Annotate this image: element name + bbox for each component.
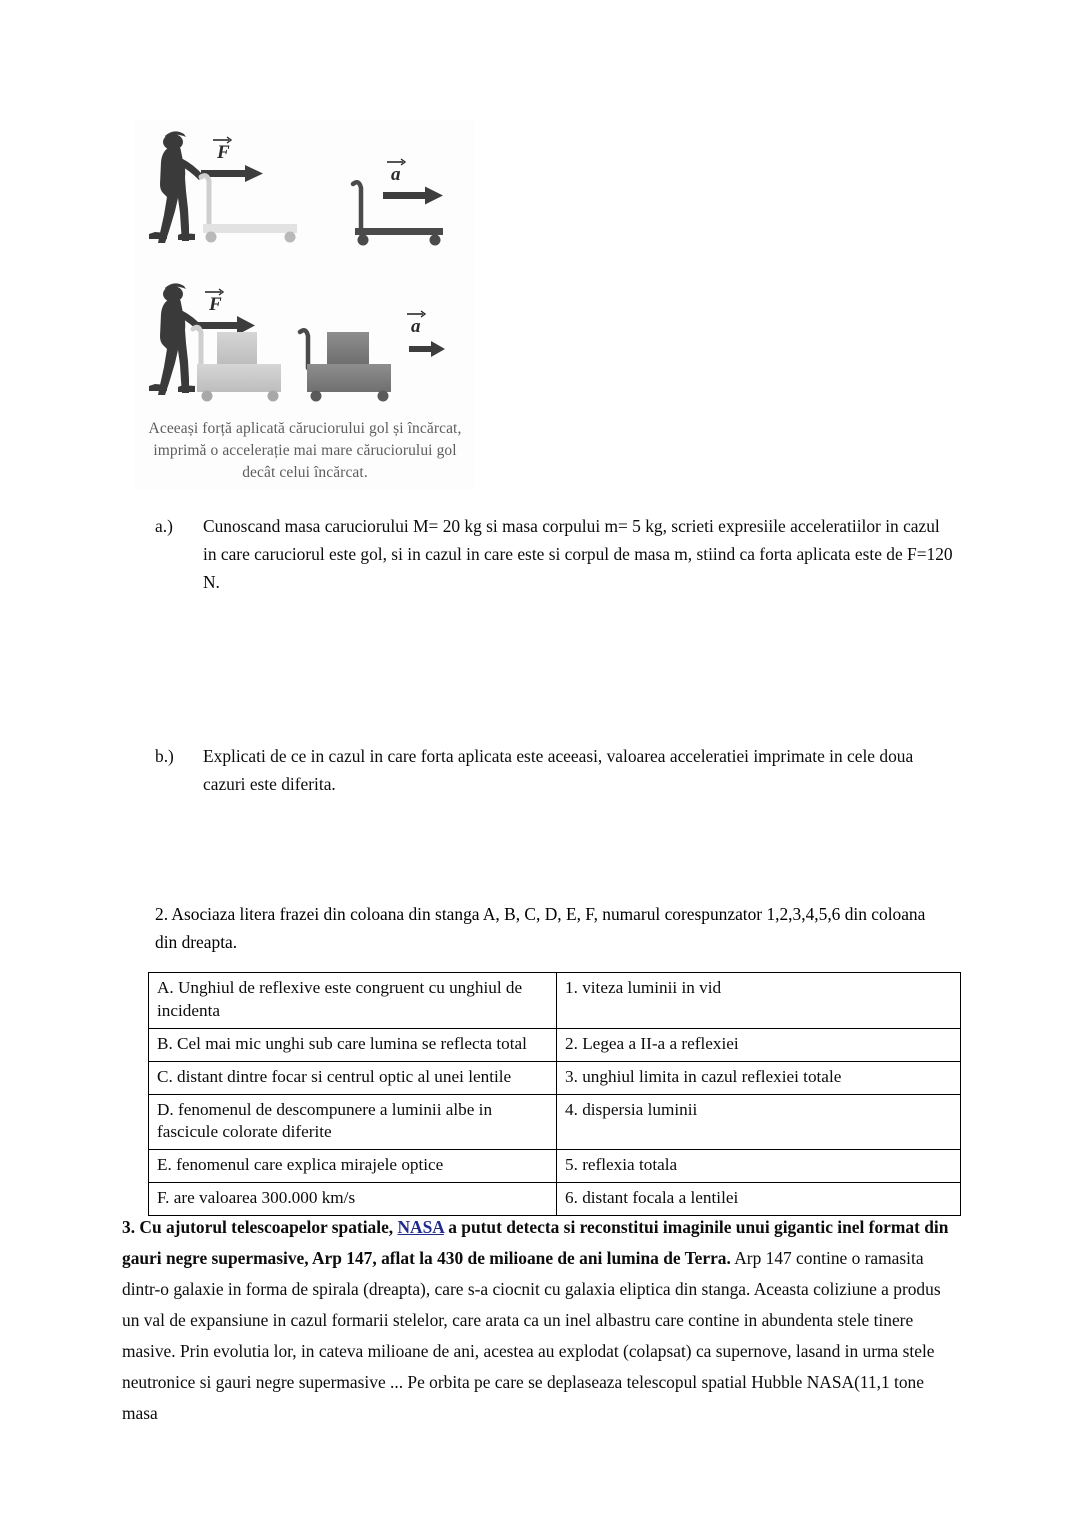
table-cell-left: D. fenomenul de descompunere a luminii albe in fascicule colorate diferite (149, 1094, 557, 1150)
table-cell-right: 1. viteza luminii in vid (557, 973, 961, 1029)
table-cell-left: F. are valoarea 300.000 km/s (149, 1183, 557, 1216)
item-3-number: 3. (122, 1217, 140, 1237)
matching-table (148, 972, 961, 1216)
item-b-marker: b.) (155, 746, 174, 766)
table-cell-right: 4. dispersia luminii (557, 1094, 961, 1150)
table-cell-left: E. fenomenul care explica mirajele optice (149, 1150, 557, 1183)
question-item-a (155, 512, 955, 597)
table-row (149, 1061, 961, 1094)
table-cell-right: 5. reflexia totala (557, 1150, 961, 1183)
item-b-text: Explicati de ce in cazul in care forta aplicata este aceeasi, valoarea acceleratiei imprimate in cele doua cazuri este diferita. (203, 746, 914, 795)
figure-caption: Aceeași forță aplicată căruciorului gol și încărcat, imprimă o accelerație mai mare căruciorului gol decât celui încărcat. (148, 420, 462, 481)
item-3-body: Arp 147 contine o ramasita dintr-o galaxie in forma de spirala (dreapta), care s-a ciocnit cu galaxia eliptica din stanga. Aceasta coliziune a produs un val de expansiune in cazul formarii stelelor, care arata ca un inel albastru care contine in abundenta stele tinere masive. Prin evolutia lor, in cateva milioane de ani, acestea au explodat (colapsat) ca supernove, lasand in urma stele neutronice si gauri negre supermasive ... Pe orbita pe care se deplaseaza telescopul spatial Hubble NASA(11,1 tone masa (122, 1247, 941, 1423)
item-a-text: Cunoscand masa caruciorului M= 20 kg si masa corpului m= 5 kg, scrieti expresiile acceleratiilor in cazul in care caruciorul este gol, si in cazul in care este si corpul de masa m, stiind ca forta aplicata este de F=120 N. (203, 516, 953, 593)
table-cell-right: 3. unghiul limita in cazul reflexiei totale (557, 1061, 961, 1094)
force-label-1: F (217, 142, 230, 163)
table-row (149, 1150, 961, 1183)
table-cell-left: B. Cel mai mic unghi sub care lumina se reflecta total (149, 1028, 557, 1061)
item-3-bold-tail: a putut detecta si reconstitui imaginile unui gigantic inel format din gauri negre supermasive, Arp 147, aflat la 430 de milioane de ani lumina de Terra. (122, 1217, 949, 1268)
item-3-bold-lead: Cu ajutorul telescoapelor spatiale, (139, 1217, 398, 1237)
item-a-marker: a.) (155, 516, 173, 536)
cart-force-diagram (135, 120, 475, 420)
force-label-2: F (209, 294, 222, 315)
accel-label-1: a (391, 164, 401, 185)
matching-table-body (149, 973, 961, 1216)
table-cell-right: 2. Legea a II-a a reflexiei (557, 1028, 961, 1061)
question-item-3 (122, 1212, 958, 1429)
physics-figure (135, 120, 475, 490)
table-row (149, 1183, 961, 1216)
question-item-2: 2. Asociaza litera frazei din coloana din stanga A, B, C, D, E, F, numarul corespunzator 1,2,3,4,5,6 din coloana din dreapta. (155, 904, 926, 953)
question-item-b (155, 742, 955, 798)
table-row (149, 1028, 961, 1061)
nasa-link[interactable]: NASA (397, 1217, 444, 1237)
table-cell-left: A. Unghiul de reflexive este congruent cu unghiul de incidenta (149, 973, 557, 1029)
table-row (149, 973, 961, 1029)
table-row (149, 1094, 961, 1150)
table-cell-left: C. distant dintre focar si centrul optic al unei lentile (149, 1061, 557, 1094)
table-cell-right: 6. distant focala a lentilei (557, 1183, 961, 1216)
accel-label-2: a (411, 316, 421, 337)
